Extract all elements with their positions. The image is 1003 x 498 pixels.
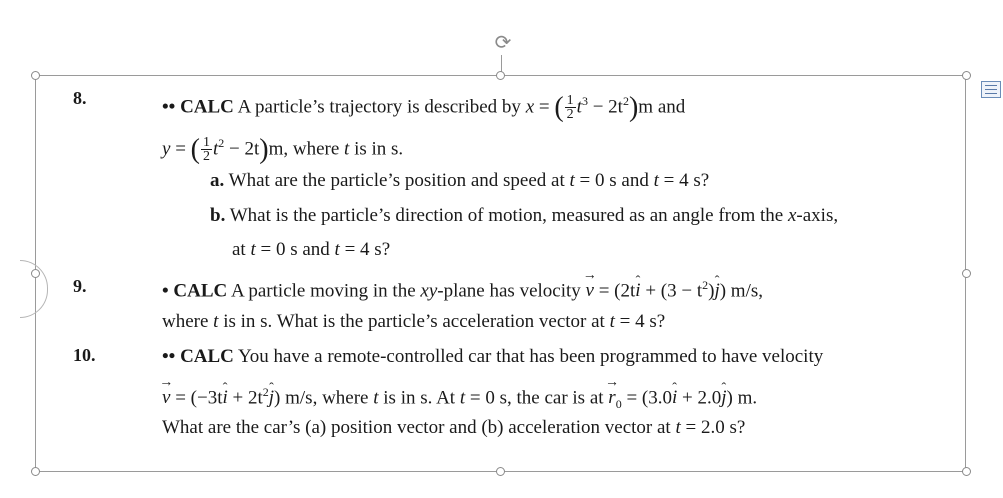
problem-10-line-3: What are the car’s (a) position vector and (b) acceleration vector at t = 2.0 s? bbox=[162, 417, 746, 438]
problem-9-line-1: • CALC A particle moving in the xy-plane has velocity → v = (2tˆ $i + (3 - t^2)ˆ$ j) m/s, bbox=[162, 273, 763, 303]
resize-handle-bottom-left[interactable] bbox=[31, 467, 40, 476]
rotate-icon[interactable]: ⟳ bbox=[494, 30, 512, 54]
problem-number: 9. bbox=[73, 276, 87, 296]
resize-handle-top[interactable] bbox=[496, 71, 505, 80]
resize-handle-bottom[interactable] bbox=[496, 467, 505, 476]
problem-number: 8. bbox=[73, 88, 87, 108]
problem-8-part-a: a. What are the particle’s position and speed at t = 0 s and t = 4 s? bbox=[210, 170, 710, 191]
problem-number: 10. bbox=[73, 345, 96, 365]
problem-9-line-2: where t is in s. What is the particle’s acceleration vector at t = 4 s? bbox=[162, 311, 666, 332]
problem-10-line-2: → v = (−3tˆ $i + 2t^2ˆ$ j) m/s, where t is in s. At t = 0 s, the car is at → $r_0$ = (3.0ˆ i + 2.0ˆ j) m. bbox=[162, 380, 757, 416]
problem-8-part-b-cont: at t = 0 s and t = 4 s? bbox=[232, 239, 391, 260]
problem-8-line-2: y = ( $\frac{1}{2}$ $t^2 - 2t)m$, where t is in s. bbox=[162, 133, 404, 165]
resize-handle-right[interactable] bbox=[962, 269, 971, 278]
resize-handle-top-left[interactable] bbox=[31, 71, 40, 80]
resize-handle-top-right[interactable] bbox=[962, 71, 971, 80]
resize-handle-bottom-right[interactable] bbox=[962, 467, 971, 476]
problem-10-line-1: •• CALC You have a remote-controlled car that has been programmed to have velocity bbox=[162, 346, 824, 367]
problem-8-part-b: b. What is the particle’s direction of motion, measured as an angle from the x-axis, bbox=[210, 205, 839, 226]
problem-8-line-1: •• CALC A particle’s trajectory is described by x = ( $\frac{1}{2}$ $t^3 - 2t^2)m$ and bbox=[162, 91, 686, 123]
layout-options-icon[interactable] bbox=[981, 81, 1001, 98]
